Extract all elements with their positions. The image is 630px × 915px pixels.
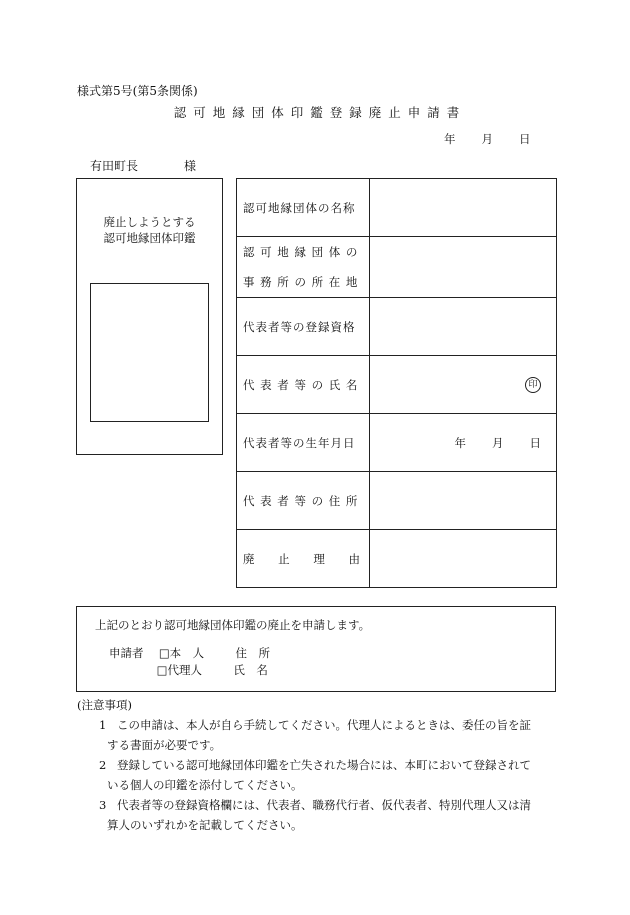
addressee-name: 有田町長	[90, 159, 139, 173]
note-text	[107, 755, 557, 795]
note-line: この申請は、本人が自ら手続してください。代理人によるときは、委任の旨を証	[117, 718, 531, 732]
note-line: する書面が必要です。	[107, 738, 222, 752]
table-row	[237, 414, 557, 472]
table-row	[237, 472, 557, 530]
office-address-label-2: 事 務 所 の 所 在 地	[243, 275, 359, 289]
document-title: 認可地縁団体印鑑登録廃止申請書	[173, 105, 467, 120]
applicant-label: 申請者	[109, 646, 144, 660]
table-row	[237, 298, 557, 356]
addressee	[90, 157, 196, 174]
seal-impression-area[interactable]	[90, 283, 209, 422]
office-address-field[interactable]	[370, 237, 557, 298]
representative-qualification-label: 代表者等の登録資格	[237, 298, 370, 356]
representative-qualification-field[interactable]	[370, 298, 557, 356]
date-day-label: 日	[519, 132, 531, 146]
office-address-label	[237, 237, 370, 298]
group-name-field[interactable]	[370, 179, 557, 237]
application-statement: 上記のとおり認可地縁団体印鑑の廃止を申請します。	[95, 618, 371, 632]
applicant-row-agent	[109, 662, 270, 679]
group-info-table	[236, 178, 557, 588]
seal-box-caption-2: 認可地縁団体印鑑	[103, 231, 196, 245]
representative-name-field[interactable]	[370, 356, 557, 414]
reason-char: 由	[348, 551, 361, 566]
abolition-reason-field[interactable]	[370, 530, 557, 588]
applicant-name-label: 氏 名	[233, 663, 268, 677]
note-line: いる個人の印鑑を添付してください。	[107, 778, 303, 792]
applicant-row-self	[109, 645, 270, 662]
form-number: 様式第5号(第5条関係)	[77, 84, 198, 98]
note-text	[107, 715, 557, 755]
note-number: 1	[99, 718, 107, 732]
application-date	[444, 131, 531, 147]
group-name-label: 認可地縁団体の名称	[237, 179, 370, 237]
note-text	[107, 795, 557, 835]
representative-address-field[interactable]	[370, 472, 557, 530]
representative-name-label: 代 表 者 等 の 氏 名	[237, 356, 370, 414]
note-item	[77, 715, 557, 755]
table-row	[237, 356, 557, 414]
applicant-block	[109, 645, 270, 679]
notes-heading: (注意事項)	[77, 698, 132, 712]
note-line: 代表者等の登録資格欄には、代表者、職務代行者、仮代表者、特別代理人又は清	[117, 798, 531, 812]
abolition-reason-label	[237, 530, 370, 588]
table-row	[237, 530, 557, 588]
reason-char: 理	[313, 551, 326, 566]
note-line: 算人のいずれかを記載してください。	[107, 818, 303, 832]
representative-birthdate-field[interactable]	[370, 414, 557, 472]
note-number: 2	[99, 758, 107, 772]
date-month-label: 月	[481, 132, 493, 146]
representative-address-label: 代 表 者 等 の 住 所	[237, 472, 370, 530]
seal-impression-box	[76, 178, 223, 455]
birth-month-label: 月	[492, 435, 504, 450]
option-self-checkbox[interactable]: □本 人	[158, 646, 205, 660]
representative-birthdate-label: 代表者等の生年月日	[237, 414, 370, 472]
applicant-address-label: 住 所	[235, 646, 270, 660]
seal-box-caption-1: 廃止しようとする	[103, 215, 196, 229]
birth-year-label: 年	[454, 435, 466, 450]
option-agent-checkbox[interactable]: □代理人	[156, 663, 203, 677]
reason-char: 止	[278, 551, 291, 566]
notes-section	[77, 695, 557, 835]
reason-char: 廃	[243, 551, 256, 566]
seal-mark-icon: 印	[525, 377, 541, 393]
application-box	[76, 606, 556, 692]
note-item	[77, 795, 557, 835]
note-item	[77, 755, 557, 795]
note-number: 3	[99, 798, 107, 812]
office-address-label-1: 認 可 地 縁 団 体 の	[243, 245, 359, 259]
date-year-label: 年	[444, 132, 456, 146]
table-row	[237, 179, 557, 237]
birth-day-label: 日	[529, 435, 541, 450]
table-row	[237, 237, 557, 298]
note-line: 登録している認可地縁団体印鑑を亡失された場合には、本町において登録されて	[117, 758, 531, 772]
addressee-honorific: 様	[184, 159, 197, 173]
